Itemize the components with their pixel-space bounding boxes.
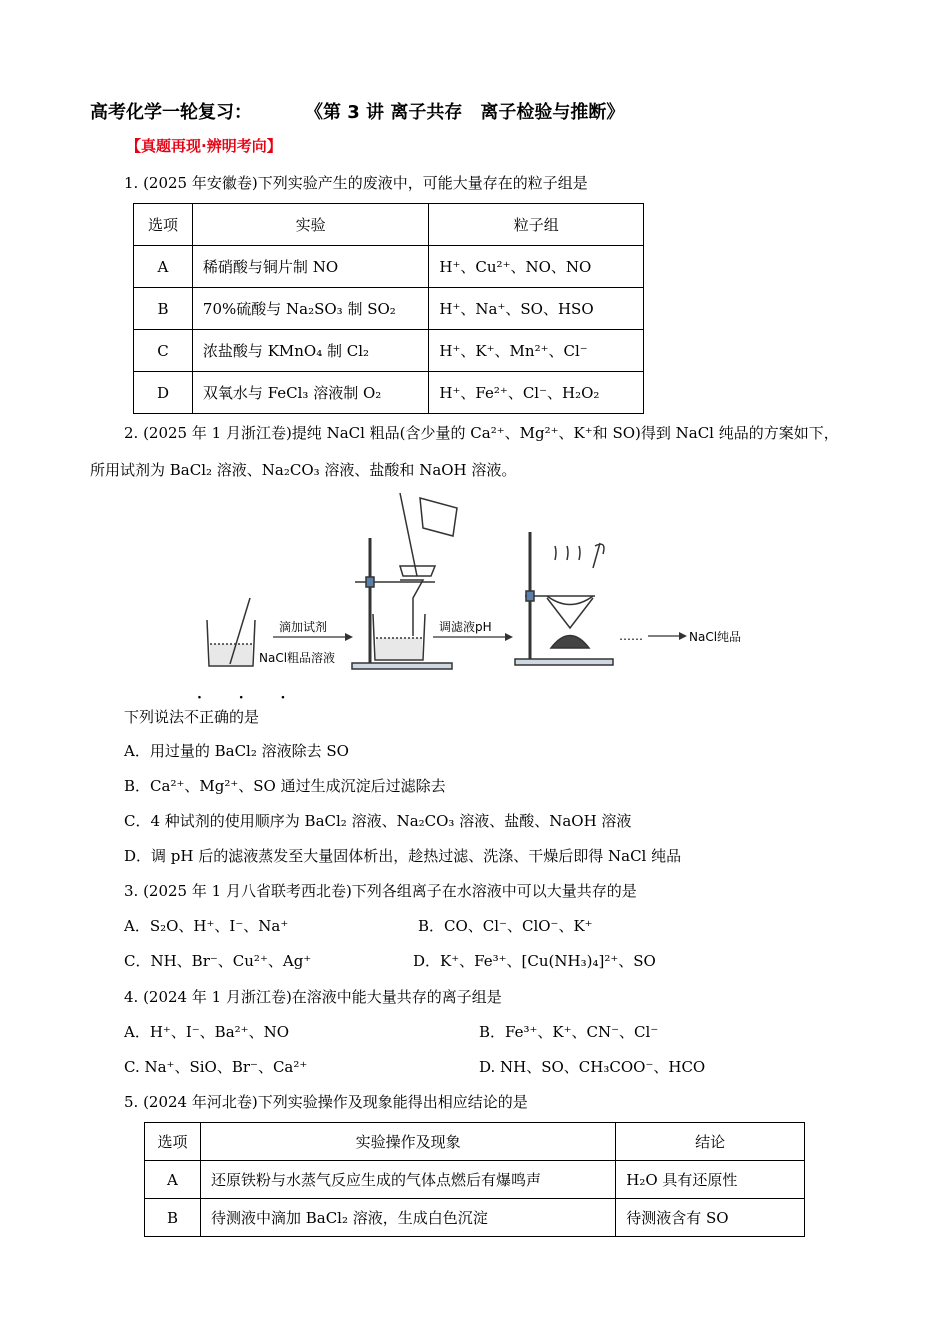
- q1-table: [133, 203, 644, 414]
- option-cell: A: [134, 246, 193, 288]
- table-row: [134, 372, 644, 414]
- option-cell: C: [134, 330, 193, 372]
- q2-stem-line2: 所用试剂为 BaCl₂ 溶液、Na₂CO₃ 溶液、盐酸和 NaOH 溶液。: [90, 461, 517, 479]
- title-left: 高考化学一轮复习：: [90, 102, 252, 123]
- q2-question: 下列说法不正确的是: [124, 708, 260, 726]
- table-header-cell: 选项: [134, 204, 193, 246]
- table-row: [134, 288, 644, 330]
- conclusion-cell: 待测液含有 SO: [616, 1199, 805, 1237]
- ions-cell: H⁺、K⁺、Mn²⁺、Cl⁻: [429, 330, 644, 372]
- q4-stem: 4. (2024 年 1 月浙江卷)在溶液中能大量共存的离子组是: [124, 988, 502, 1006]
- q4-option-a: A．H⁺、I⁻、Ba²⁺、NO: [124, 1023, 289, 1041]
- q3-option-c: C．NH、Br⁻、Cu²⁺、Ag⁺: [124, 952, 312, 970]
- step2-label: 调滤液pH: [439, 620, 492, 634]
- option-cell: B: [134, 288, 193, 330]
- q2-option-a: A．用过量的 BaCl₂ 溶液除去 SO: [124, 742, 349, 760]
- title-right: 《第 3 讲 离子共存 离子检验与推断》: [314, 102, 625, 123]
- purification-diagram: [195, 488, 775, 683]
- beaker-icon: [207, 598, 255, 666]
- table-header-cell: 实验操作及现象: [200, 1123, 615, 1161]
- experiment-cell: 双氧水与 FeCl₃ 溶液制 O₂: [192, 372, 429, 414]
- emphasis-dots: · · ·: [197, 690, 302, 706]
- option-cell: D: [134, 372, 193, 414]
- table-row: [145, 1161, 805, 1199]
- table-header-cell: 粒子组: [429, 204, 644, 246]
- option-cell: A: [145, 1161, 201, 1199]
- option-cell: B: [145, 1199, 201, 1237]
- table-header-cell: 实验: [192, 204, 429, 246]
- q3-option-b: B．CO、Cl⁻、ClO⁻、K⁺: [418, 917, 593, 935]
- page-title: [90, 98, 624, 124]
- q4-option-c: C. Na⁺、SiO、Br⁻、Ca²⁺: [124, 1058, 308, 1076]
- operation-cell: 待测液中滴加 BaCl₂ 溶液，生成白色沉淀: [200, 1199, 615, 1237]
- operation-cell: 还原铁粉与水蒸气反应生成的气体点燃后有爆鸣声: [200, 1161, 615, 1199]
- q5-table: [144, 1122, 805, 1237]
- q1-stem: 1. (2025 年安徽卷)下列实验产生的废液中，可能大量存在的粒子组是: [124, 174, 588, 192]
- q5-stem: 5. (2024 年河北卷)下列实验操作及现象能得出相应结论的是: [124, 1093, 528, 1111]
- q3-option-a: A．S₂O、H⁺、I⁻、Na⁺: [124, 917, 289, 935]
- filtration-stand-icon: [352, 493, 457, 669]
- table-row: [134, 246, 644, 288]
- conclusion-cell: H₂O 具有还原性: [616, 1161, 805, 1199]
- q4-option-d: D. NH、SO、CH₃COO⁻、HCO: [479, 1058, 706, 1076]
- ions-cell: H⁺、Cu²⁺、NO、NO: [429, 246, 644, 288]
- table-header-cell: 选项: [145, 1123, 201, 1161]
- table-header-cell: 结论: [616, 1123, 805, 1161]
- table-row: [134, 330, 644, 372]
- experiment-cell: 浓盐酸与 KMnO₄ 制 Cl₂: [192, 330, 429, 372]
- q3-stem: 3. (2025 年 1 月八省联考西北卷)下列各组离子在水溶液中可以大量共存的是: [124, 882, 637, 900]
- section-heading: 【真题再现·辨明考向】: [126, 137, 282, 155]
- q2-stem-line1: 2. (2025 年 1 月浙江卷)提纯 NaCl 粗品(含少量的 Ca²⁺、Mg²⁺、K⁺和 SO)得到 NaCl 纯品的方案如下，: [124, 424, 839, 442]
- solution-label: NaCl粗品溶液: [259, 651, 336, 665]
- experiment-cell: 70%硫酸与 Na₂SO₃ 制 SO₂: [192, 288, 429, 330]
- table-row: [145, 1199, 805, 1237]
- q3-option-d: D．K⁺、Fe³⁺、[Cu(NH₃)₄]²⁺、SO: [413, 952, 656, 970]
- step1-label: 滴加试剂: [279, 620, 328, 634]
- product-label: NaCl纯品: [689, 630, 742, 644]
- table-header-row: [145, 1123, 805, 1161]
- ions-cell: H⁺、Na⁺、SO、HSO: [429, 288, 644, 330]
- ions-cell: H⁺、Fe²⁺、Cl⁻、H₂O₂: [429, 372, 644, 414]
- q4-option-b: B．Fe³⁺、K⁺、CN⁻、Cl⁻: [479, 1023, 659, 1041]
- q2-option-c: C．4 种试剂的使用顺序为 BaCl₂ 溶液、Na₂CO₃ 溶液、盐酸、NaOH 溶液: [124, 812, 632, 830]
- q2-option-d: D．调 pH 后的滤液蒸发至大量固体析出，趁热过滤、洗涤、干燥后即得 NaCl 纯品: [124, 847, 682, 865]
- q2-option-b: B．Ca²⁺、Mg²⁺、SO 通过生成沉淀后过滤除去: [124, 777, 446, 795]
- table-header-row: [134, 204, 644, 246]
- evaporation-stand-icon: [515, 532, 613, 665]
- experiment-cell: 稀硝酸与铜片制 NO: [192, 246, 429, 288]
- dots-label: ……: [619, 629, 643, 643]
